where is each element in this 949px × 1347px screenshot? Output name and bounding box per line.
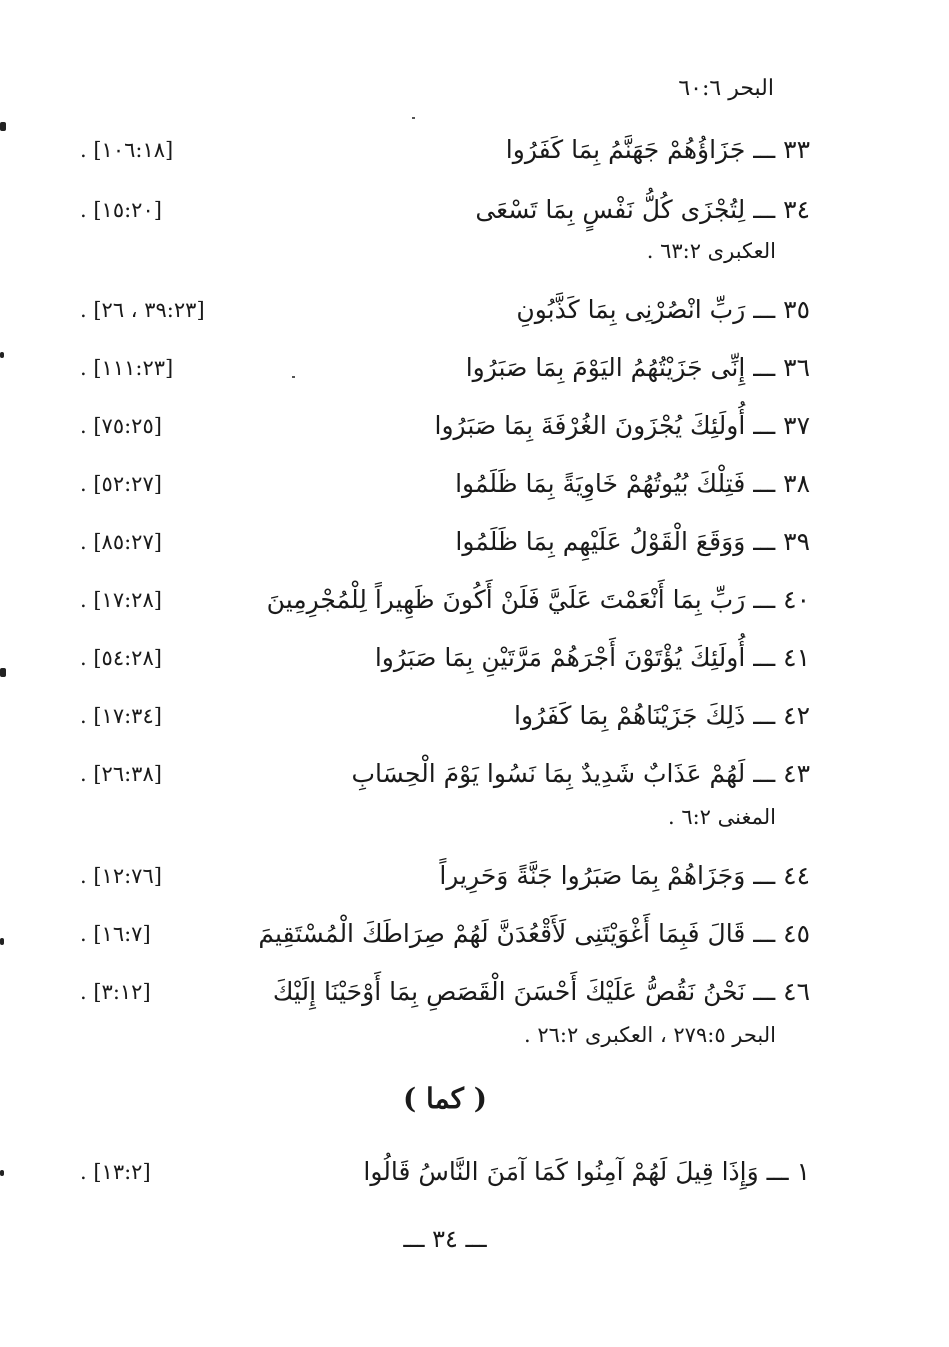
verse-text: ٤٣ ـــ لَهُمْ عَذَابٌ شَدِيدٌ بِمَا نَسُوا يَوْمَ الْحِسَابِ — [351, 759, 810, 788]
entry-34 — [80, 190, 810, 230]
verse-citation: [١٦:٧] . — [80, 922, 151, 946]
verse-text: ٤١ ـــ أُولَئِكَ يُؤْتَوْنَ أَجْرَهُمْ مَرَّتَيْنِ بِمَا صَبَرُوا — [374, 643, 810, 672]
verse-citation: [٣٩:٢٣ ، ٢٦] . — [80, 298, 205, 322]
entry-44 — [80, 856, 810, 896]
scan-speck — [412, 117, 415, 119]
entry-41 — [80, 638, 810, 678]
entry-38 — [80, 464, 810, 504]
verse-text: ٤٠ ـــ رَبِّ بِمَا أَنْعَمْتَ عَلَيَّ فَلَنْ أَكُونَ ظَهِيراً لِلْمُجْرِمِينَ — [266, 585, 810, 614]
verse-citation: [١٥:٢٠] . — [80, 198, 162, 222]
verse-citation: [١٧:٢٨] . — [80, 588, 162, 612]
verse-citation: [٥٢:٢٧] . — [80, 472, 162, 496]
entry-37 — [80, 406, 810, 446]
page-number: ـــ ٣٤ ـــ — [403, 1225, 487, 1253]
entry-45 — [80, 914, 810, 954]
scan-edge-mark — [0, 122, 6, 131]
entry-43 — [80, 754, 810, 794]
verse-text: ٣٥ ـــ رَبِّ انْصُرْنِى بِمَا كَذَّبُونِ — [516, 295, 810, 324]
source-note: العكبرى ٦٣:٢ . — [646, 239, 776, 263]
verse-citation: [٣:١٢] . — [80, 980, 151, 1004]
header-reference: البحر ٦٠:٦ — [678, 76, 774, 101]
scan-edge-mark — [0, 1170, 4, 1176]
source-note: المغنى ٦:٢ . — [667, 805, 776, 829]
verse-text: ٤٥ ـــ قَالَ فَبِمَا أَغْوَيْتَنِى لَأَقْعُدَنَّ لَهُمْ صِرَاطَكَ الْمُسْتَقِيمَ — [258, 919, 810, 948]
entry-kama-1 — [80, 1152, 810, 1192]
verse-text: ٣٤ ـــ لِتُجْزَى كُلُّ نَفْسٍ بِمَا تَسْعَى — [475, 195, 810, 224]
entry-42 — [80, 696, 810, 736]
scan-edge-mark — [0, 668, 6, 677]
verse-citation: [١٢:٧٦] . — [80, 864, 162, 888]
verse-citation: [١١١:٢٣] . — [80, 356, 174, 380]
verse-text: ٣٨ ـــ فَتِلْكَ بُيُوتُهُمْ خَاوِيَةً بِمَا ظَلَمُوا — [455, 469, 810, 498]
verse-text: ٣٦ ـــ إِنِّى جَزَيْتُهُمُ اليَوْمَ بِمَا صَبَرُوا — [465, 353, 810, 382]
verse-citation: [١٧:٣٤] . — [80, 704, 162, 728]
verse-text: ٤٤ ـــ وَجَزَاهُمْ بِمَا صَبَرُوا جَنَّةً وَحَرِيراً — [439, 861, 810, 890]
scan-edge-mark — [0, 938, 4, 945]
verse-citation: [٧٥:٢٥] . — [80, 414, 162, 438]
verse-text: ٣٧ ـــ أُولَئِكَ يُجْزَونَ الغُرْفَةَ بِمَا صَبَرُوا — [434, 411, 810, 440]
entry-39 — [80, 522, 810, 562]
verse-text: ٣٣ ـــ جَزَاؤُهُمْ جَهَنَّمُ بِمَا كَفَرُوا — [505, 135, 810, 164]
verse-citation: [١٣:٢] . — [80, 1160, 151, 1184]
entry-46 — [80, 972, 810, 1012]
verse-citation: [٥٤:٢٨] . — [80, 646, 162, 670]
verse-citation: [٢٦:٣٨] . — [80, 762, 162, 786]
source-note: البحر ٢٧٩:٥ ، العكبرى ٢٦:٢ . — [523, 1023, 776, 1047]
verse-citation: [١٠٦:١٨] . — [80, 138, 174, 162]
verse-text: ٤٢ ـــ ذَلِكَ جَزَيْنَاهُمْ بِمَا كَفَرُوا — [514, 701, 810, 730]
entry-36 — [80, 348, 810, 388]
entry-35 — [80, 290, 810, 330]
entry-40 — [80, 580, 810, 620]
scan-edge-mark — [0, 352, 4, 358]
verse-text: ٣٩ ـــ وَوَقَعَ الْقَوْلُ عَلَيْهِم بِمَا ظَلَمُوا — [455, 527, 810, 556]
verse-citation: [٨٥:٢٧] . — [80, 530, 162, 554]
verse-text: ١ ـــ وَإِذَا قِيلَ لَهُمْ آمِنُوا كَمَا آمَنَ النَّاسُ قَالُوا — [363, 1157, 810, 1186]
section-heading: ( كما ) — [402, 1082, 488, 1115]
verse-text: ٤٦ ـــ نَحْنُ نَقُصُّ عَلَيْكَ أَحْسَنَ الْقَصَصِ بِمَا أَوْحَيْنَا إِلَيْكَ — [272, 977, 810, 1006]
entry-33 — [80, 130, 810, 170]
